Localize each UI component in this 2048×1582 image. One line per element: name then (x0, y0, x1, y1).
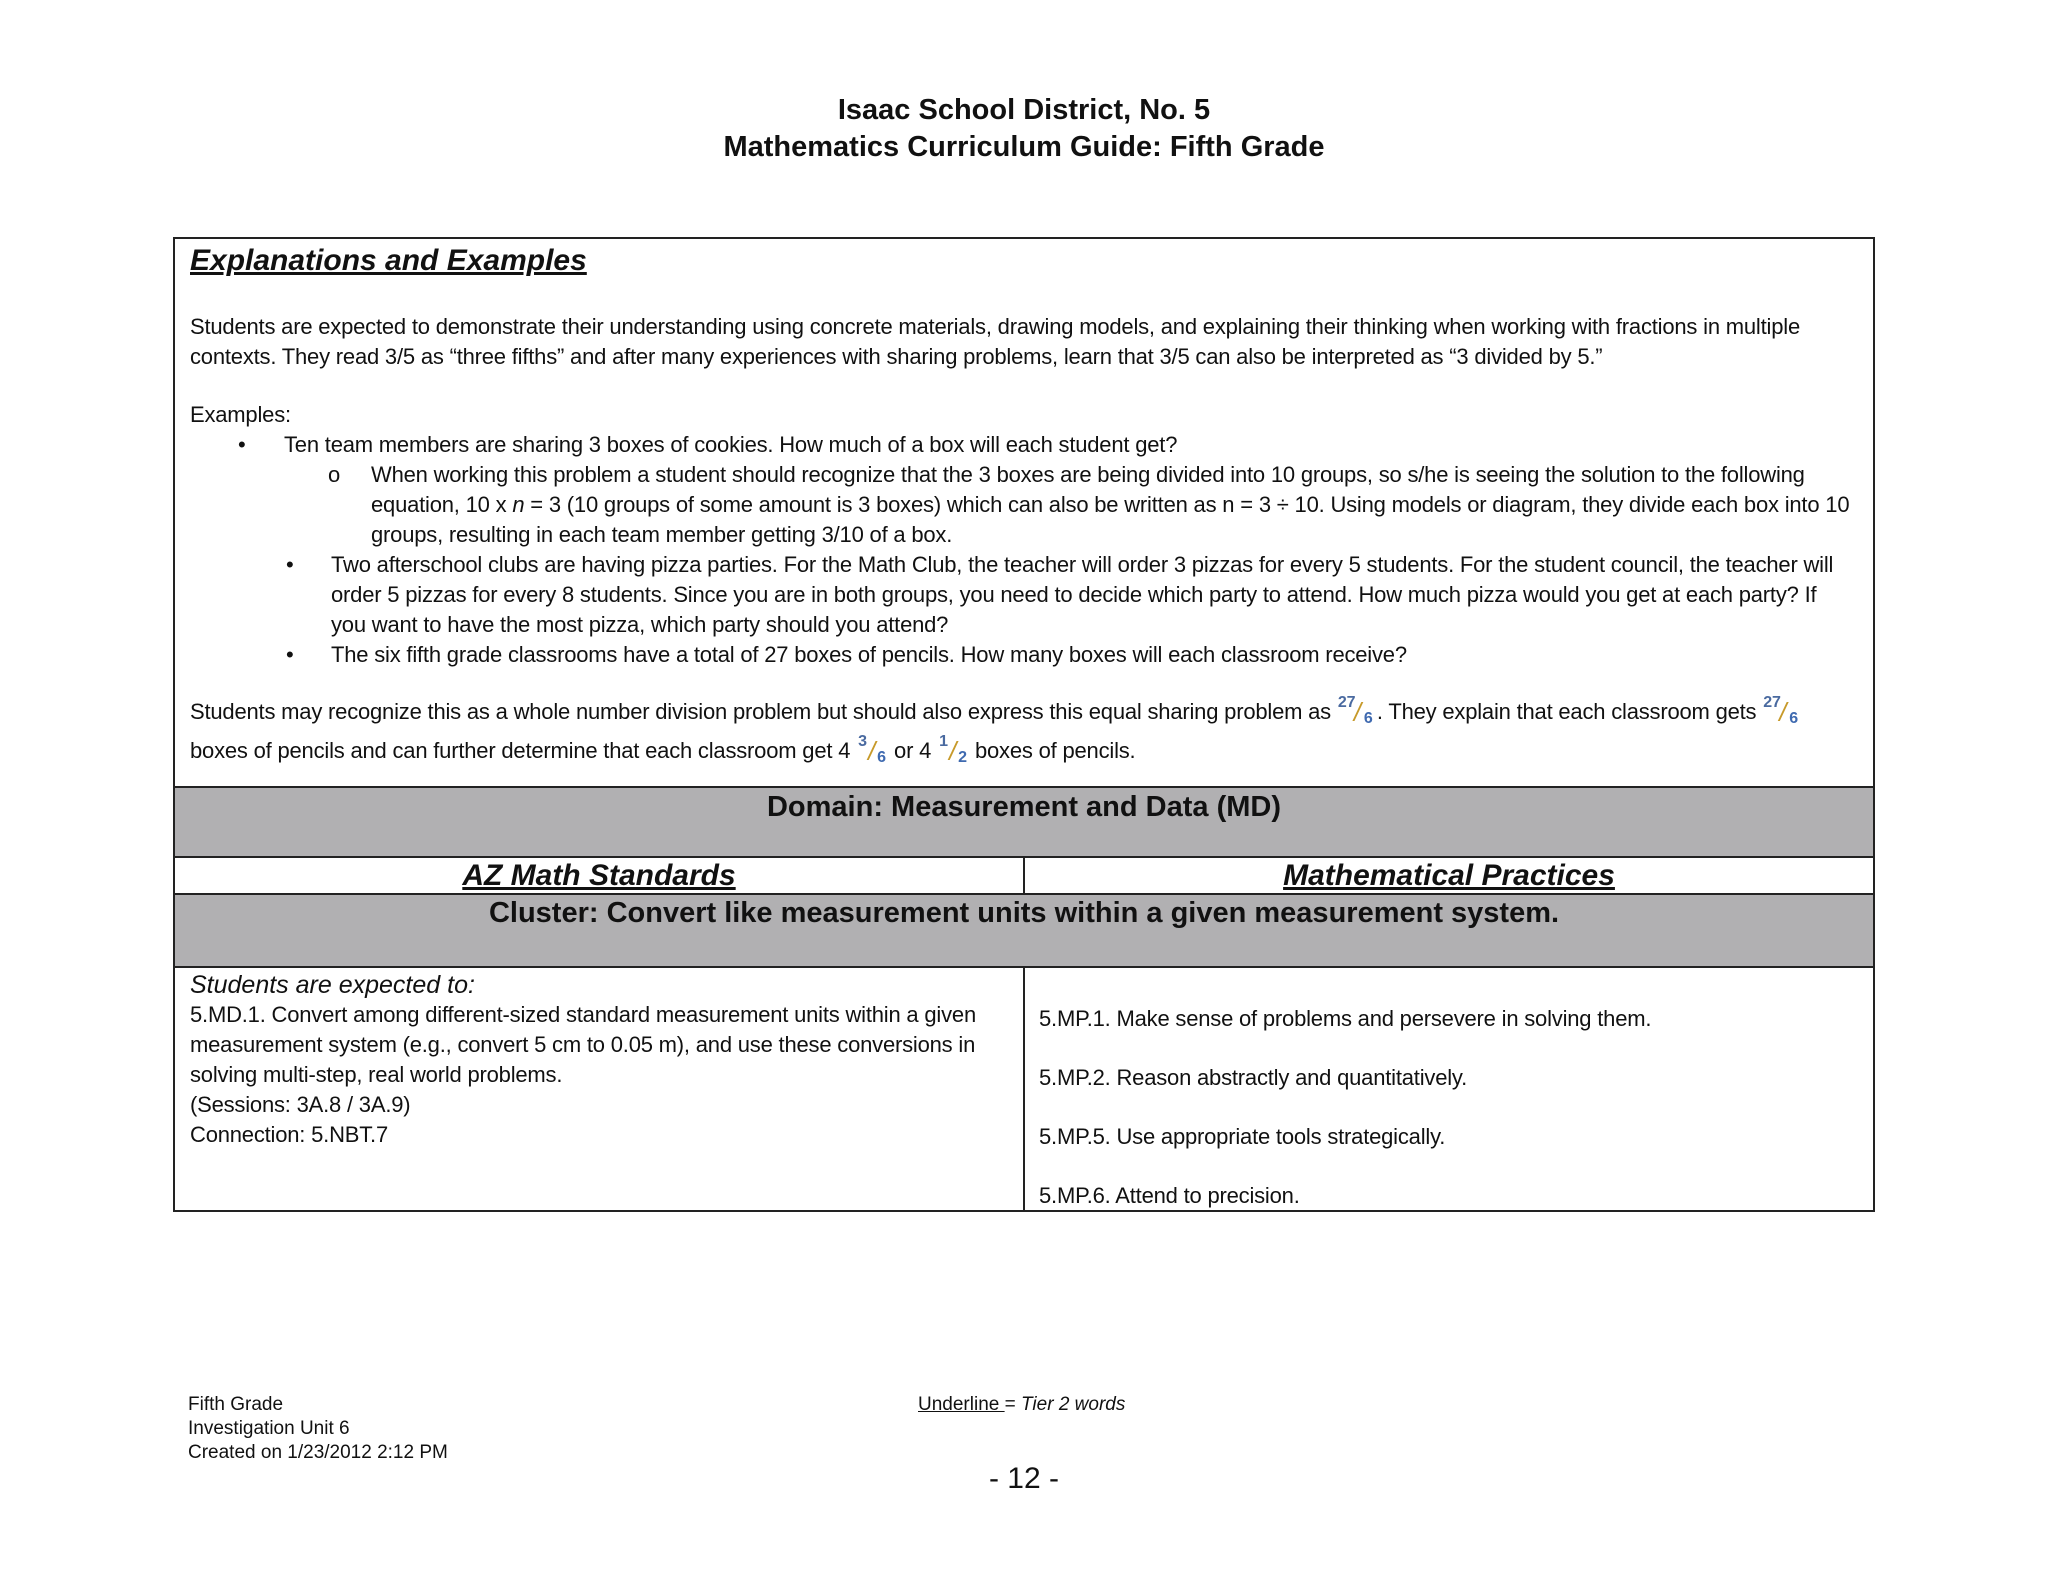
standard-text: 5.MD.1. Convert among different-sized standard measurement units within a given measurement system (e.g., convert 5 cm to 0.05 m), and use these conversions in solving multi-step, real world problems. (190, 1002, 976, 1087)
closing-paragraph (190, 692, 1857, 770)
standards-row (175, 966, 1873, 1210)
intro-paragraph: Students are expected to demonstrate their understanding using concrete materials, drawing models, and explaining their thinking when working with fractions in multiple contexts. They read 3/5 as “three fifths” and after many experiences with sharing problems, learn that 3/5 can also be interpreted as “3 divided by 5.” (190, 314, 1800, 369)
bullet-icon: • (238, 432, 246, 457)
fraction-27-6 (1337, 694, 1377, 727)
fraction-27-6 (1762, 694, 1802, 727)
frac-den: 2 (958, 749, 967, 766)
standards-cell (175, 968, 1025, 1210)
practice-item: 5.MP.6. Attend to precision. (1039, 1183, 1300, 1208)
explanations-title: Explanations and Examples (190, 244, 587, 277)
sessions-text: (Sessions: 3A.8 / 3A.9) (190, 1092, 411, 1117)
frac-num: 1 (939, 733, 948, 750)
domain-heading: Domain: Measurement and Data (MD) (175, 786, 1873, 856)
footer-created: Created on 1/23/2012 2:12 PM (188, 1442, 448, 1463)
closing-text: boxes of pencils and can further determine that each classroom get 4 (190, 738, 857, 763)
practices-cell (1025, 968, 1873, 1210)
closing-text: or 4 (888, 738, 938, 763)
footer-legend (918, 1393, 1125, 1417)
frac-den: 6 (1363, 710, 1373, 727)
footer-unit: Investigation Unit 6 (188, 1418, 350, 1439)
practice-item: 5.MP.5. Use appropriate tools strategically. (1039, 1124, 1446, 1149)
subitem-text-b: = 3 (10 groups of some amount is 3 boxes) which can also be written as n = 3 ÷ 10. Using models or diagram, they divide each box into 10 groups, resulting in each team member getting 3/10 of a box. (371, 492, 1850, 547)
frac-slash: / (868, 736, 876, 766)
bullet-icon: • (286, 552, 294, 577)
column-headers (175, 856, 1873, 893)
curriculum-table (173, 237, 1875, 1212)
frac-den: 6 (1789, 710, 1798, 727)
district-title: Isaac School District, No. 5 (837, 94, 1211, 126)
fraction-1-2 (937, 733, 969, 766)
page-number: - 12 - (988, 1462, 1060, 1495)
example-text: Ten team members are sharing 3 boxes of cookies. How much of a box will each student get? (284, 432, 1178, 457)
fraction-3-6 (856, 733, 888, 766)
variable-n: n (512, 492, 525, 517)
legend-equals: = (1004, 1394, 1021, 1415)
closing-text: Students may recognize this as a whole number division problem but should also express this equal sharing problem as (190, 699, 1337, 724)
example-text: Two afterschool clubs are having pizza parties. For the Math Club, the teacher will order 3 pizzas for every 5 students. For the student council, the teacher will order 5 pizzas for every 8 students. Since you are in both groups, you need to decide which party to attend. How much pizza would you get at each party? If you want to have the most pizza, which party should you attend? (331, 552, 1834, 637)
connection-text: Connection: 5.NBT.7 (190, 1122, 388, 1147)
cluster-heading: Cluster: Convert like measurement units within a given measurement system. (175, 893, 1873, 966)
footer-info (188, 1393, 448, 1465)
sub-bullet-icon: o (328, 462, 341, 487)
frac-num: 27 (1337, 694, 1356, 711)
math-practices-header: Mathematical Practices (1283, 859, 1615, 892)
az-standards-header: AZ Math Standards (175, 858, 1025, 893)
frac-slash: / (949, 736, 957, 766)
frac-slash: / (1779, 697, 1787, 727)
practice-item: 5.MP.1. Make sense of problems and persevere in solving them. (1039, 1006, 1652, 1031)
legend-italic: Tier 2 words (1020, 1394, 1126, 1415)
closing-text: . They explain that each classroom gets (1376, 699, 1763, 724)
frac-num: 27 (1763, 694, 1781, 711)
subitem-text-a: When working this problem a student should recognize that the 3 boxes are being divided into 10 groups, so s/he is seeing the solution to the following equation, 10 x (371, 462, 1805, 517)
example-item (190, 430, 1857, 460)
frac-slash: / (1353, 697, 1361, 727)
practice-item: 5.MP.2. Reason abstractly and quantitatively. (1039, 1065, 1467, 1090)
example-text: The six fifth grade classrooms have a total of 27 boxes of pencils. How many boxes will each classroom receive? (331, 642, 1407, 667)
expect-label: Students are expected to: (190, 971, 475, 999)
example-item (190, 550, 1857, 640)
explanations-section (175, 242, 1873, 786)
frac-num: 3 (858, 733, 867, 750)
guide-title: Mathematics Curriculum Guide: Fifth Grade (723, 131, 1325, 163)
legend-underline: Underline (918, 1394, 1005, 1415)
example-subitem (190, 460, 1857, 550)
closing-text: boxes of pencils. (969, 738, 1136, 763)
example-item (190, 640, 1857, 670)
frac-den: 6 (877, 749, 886, 766)
examples-label: Examples: (190, 402, 291, 427)
footer-grade: Fifth Grade (188, 1394, 284, 1415)
document-header (0, 92, 2048, 166)
bullet-icon: • (286, 642, 294, 667)
